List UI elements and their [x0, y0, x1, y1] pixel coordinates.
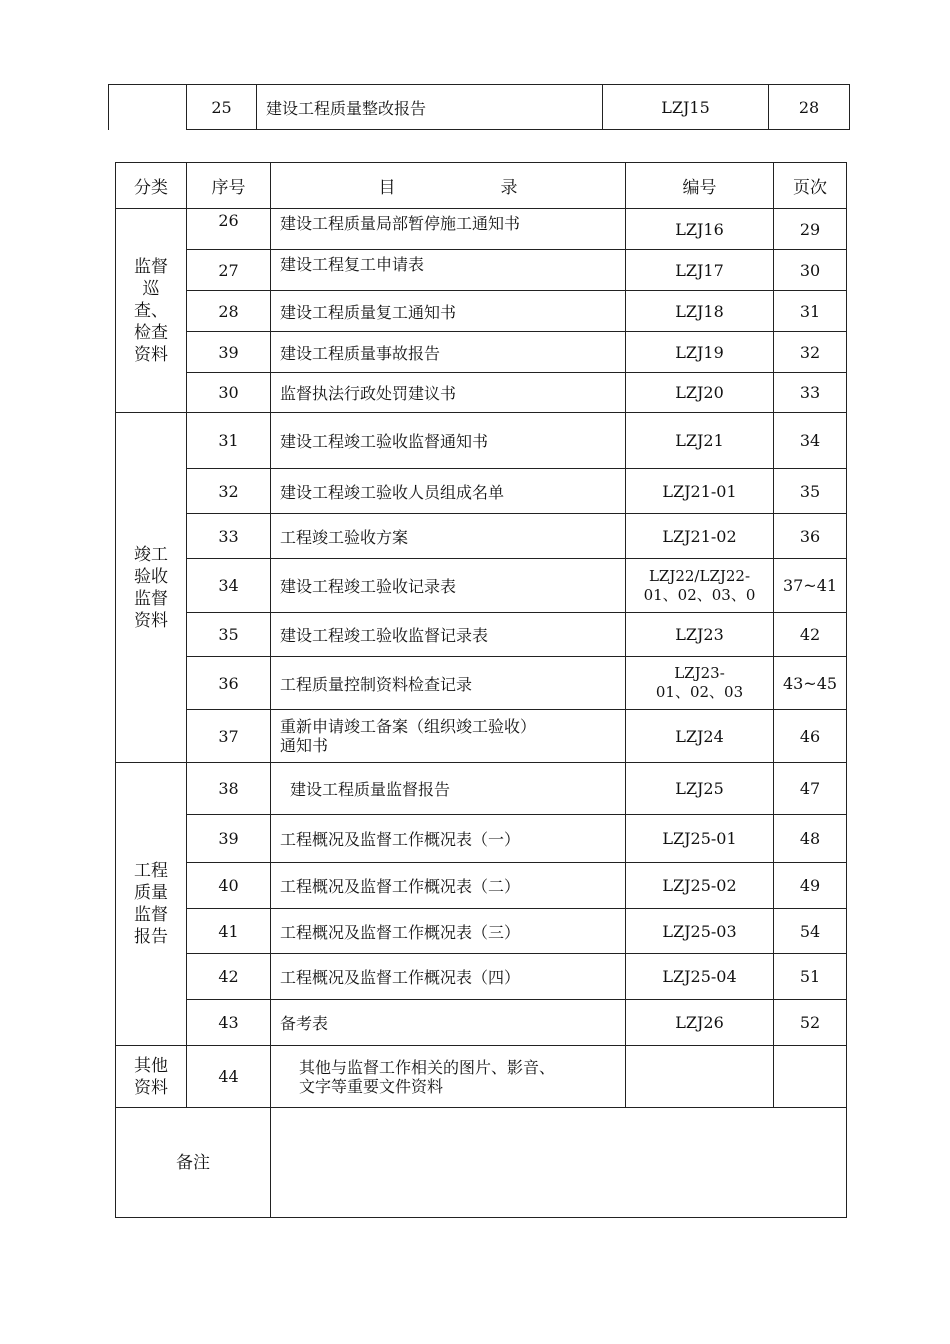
page-cell: 51 — [774, 954, 847, 1000]
table-row — [116, 291, 847, 332]
category-inspection: 监督 巡 查、 检查 资料 — [116, 209, 187, 413]
seq-cell: 34 — [187, 559, 271, 613]
seq-cell: 26 — [187, 209, 271, 250]
title-cell: 重新申请竣工备案（组织竣工验收） 通知书 — [271, 710, 626, 763]
title-cell: 建设工程复工申请表 — [271, 250, 626, 291]
table-row — [116, 559, 847, 613]
title-cell: 建设工程竣工验收监督通知书 — [271, 413, 626, 469]
page-cell: 31 — [774, 291, 847, 332]
code-cell: LZJ21-01 — [626, 469, 774, 514]
code-cell: LZJ25-04 — [626, 954, 774, 1000]
code-cell: LZJ17 — [626, 250, 774, 291]
seq-cell: 25 — [187, 85, 257, 130]
seq-cell: 33 — [187, 514, 271, 559]
code-cell: LZJ26 — [626, 1000, 774, 1046]
table-row — [116, 763, 847, 815]
table-row — [116, 954, 847, 1000]
page-cell: 54 — [774, 909, 847, 954]
page-cell: 28 — [769, 85, 850, 130]
title-cell: 其他与监督工作相关的图片、影音、 文字等重要文件资料 — [271, 1046, 626, 1108]
page-cell — [774, 1046, 847, 1108]
table-row — [116, 250, 847, 291]
seq-cell: 37 — [187, 710, 271, 763]
title-cell: 建设工程竣工验收记录表 — [271, 559, 626, 613]
seq-cell: 39 — [187, 815, 271, 863]
title-cell: 工程概况及监督工作概况表（四） — [271, 954, 626, 1000]
seq-cell: 40 — [187, 863, 271, 909]
page-cell: 37~41 — [774, 559, 847, 613]
table-row — [116, 815, 847, 863]
table-row — [116, 1046, 847, 1108]
title-cell: 工程概况及监督工作概况表（三） — [271, 909, 626, 954]
remarks-value — [271, 1108, 847, 1218]
seq-cell: 41 — [187, 909, 271, 954]
code-cell: LZJ21 — [626, 413, 774, 469]
title-cell: 建设工程质量局部暂停施工通知书 — [271, 209, 626, 250]
code-cell: LZJ15 — [603, 85, 769, 130]
code-cell: LZJ18 — [626, 291, 774, 332]
header-title-b: 录 — [500, 178, 518, 198]
page-cell: 49 — [774, 863, 847, 909]
seq-cell: 28 — [187, 291, 271, 332]
title-cell: 建设工程竣工验收人员组成名单 — [271, 469, 626, 514]
code-cell: LZJ21-02 — [626, 514, 774, 559]
table-row — [116, 710, 847, 763]
code-cell: LZJ16 — [626, 209, 774, 250]
code-cell: LZJ25 — [626, 763, 774, 815]
table-row — [109, 85, 850, 130]
table-row — [116, 613, 847, 657]
title-cell: 备考表 — [271, 1000, 626, 1046]
table-row — [116, 514, 847, 559]
header-title-a: 目 — [378, 178, 396, 198]
seq-cell: 36 — [187, 657, 271, 710]
catalog-table — [115, 162, 847, 1218]
header-category: 分类 — [116, 163, 187, 209]
title-cell: 建设工程质量监督报告 — [271, 763, 626, 815]
remarks-label: 备注 — [116, 1108, 271, 1218]
page-cell: 46 — [774, 710, 847, 763]
header-title — [271, 163, 626, 209]
seq-cell: 44 — [187, 1046, 271, 1108]
title-cell: 工程质量控制资料检查记录 — [271, 657, 626, 710]
page-cell: 32 — [774, 332, 847, 373]
table-row — [116, 373, 847, 413]
table-row — [116, 209, 847, 250]
page-cell: 30 — [774, 250, 847, 291]
table-row — [116, 1000, 847, 1046]
previous-table-fragment — [108, 84, 850, 130]
code-cell: LZJ23- 01、02、03 — [626, 657, 774, 710]
category-completion-acceptance: 竣工 验收 监督 资料 — [116, 413, 187, 763]
page-cell: 43~45 — [774, 657, 847, 710]
table-row — [116, 332, 847, 373]
header-code: 编号 — [626, 163, 774, 209]
table-row — [116, 909, 847, 954]
page-cell: 35 — [774, 469, 847, 514]
table-row — [116, 657, 847, 710]
title-cell: 建设工程质量整改报告 — [257, 85, 603, 130]
header-page: 页次 — [774, 163, 847, 209]
code-cell: LZJ22/LZJ22- 01、02、03、0 — [626, 559, 774, 613]
page-cell: 33 — [774, 373, 847, 413]
title-cell: 建设工程质量事故报告 — [271, 332, 626, 373]
table-row — [116, 863, 847, 909]
page-cell: 52 — [774, 1000, 847, 1046]
code-cell — [626, 1046, 774, 1108]
seq-cell: 30 — [187, 373, 271, 413]
seq-cell: 38 — [187, 763, 271, 815]
code-cell: LZJ25-02 — [626, 863, 774, 909]
title-cell: 工程概况及监督工作概况表（二） — [271, 863, 626, 909]
seq-cell: 32 — [187, 469, 271, 514]
title-cell: 建设工程竣工验收监督记录表 — [271, 613, 626, 657]
table-row — [116, 469, 847, 514]
page-cell: 48 — [774, 815, 847, 863]
seq-cell: 42 — [187, 954, 271, 1000]
page-cell: 34 — [774, 413, 847, 469]
code-cell: LZJ23 — [626, 613, 774, 657]
seq-cell: 39 — [187, 332, 271, 373]
title-cell: 监督执法行政处罚建议书 — [271, 373, 626, 413]
code-cell: LZJ19 — [626, 332, 774, 373]
page-cell: 36 — [774, 514, 847, 559]
title-cell: 工程竣工验收方案 — [271, 514, 626, 559]
page-cell: 47 — [774, 763, 847, 815]
code-cell: LZJ25-03 — [626, 909, 774, 954]
category-quality-report: 工程 质量 监督 报告 — [116, 763, 187, 1046]
header-seq: 序号 — [187, 163, 271, 209]
seq-cell: 31 — [187, 413, 271, 469]
code-cell: LZJ20 — [626, 373, 774, 413]
seq-cell: 35 — [187, 613, 271, 657]
category-other: 其他 资料 — [116, 1046, 187, 1108]
category-cell — [109, 85, 187, 130]
seq-cell: 27 — [187, 250, 271, 291]
seq-cell: 43 — [187, 1000, 271, 1046]
title-cell: 工程概况及监督工作概况表（一） — [271, 815, 626, 863]
table-row — [116, 413, 847, 469]
page-cell: 29 — [774, 209, 847, 250]
header-row — [116, 163, 847, 209]
title-cell: 建设工程质量复工通知书 — [271, 291, 626, 332]
page-cell: 42 — [774, 613, 847, 657]
code-cell: LZJ25-01 — [626, 815, 774, 863]
code-cell: LZJ24 — [626, 710, 774, 763]
remarks-row — [116, 1108, 847, 1218]
